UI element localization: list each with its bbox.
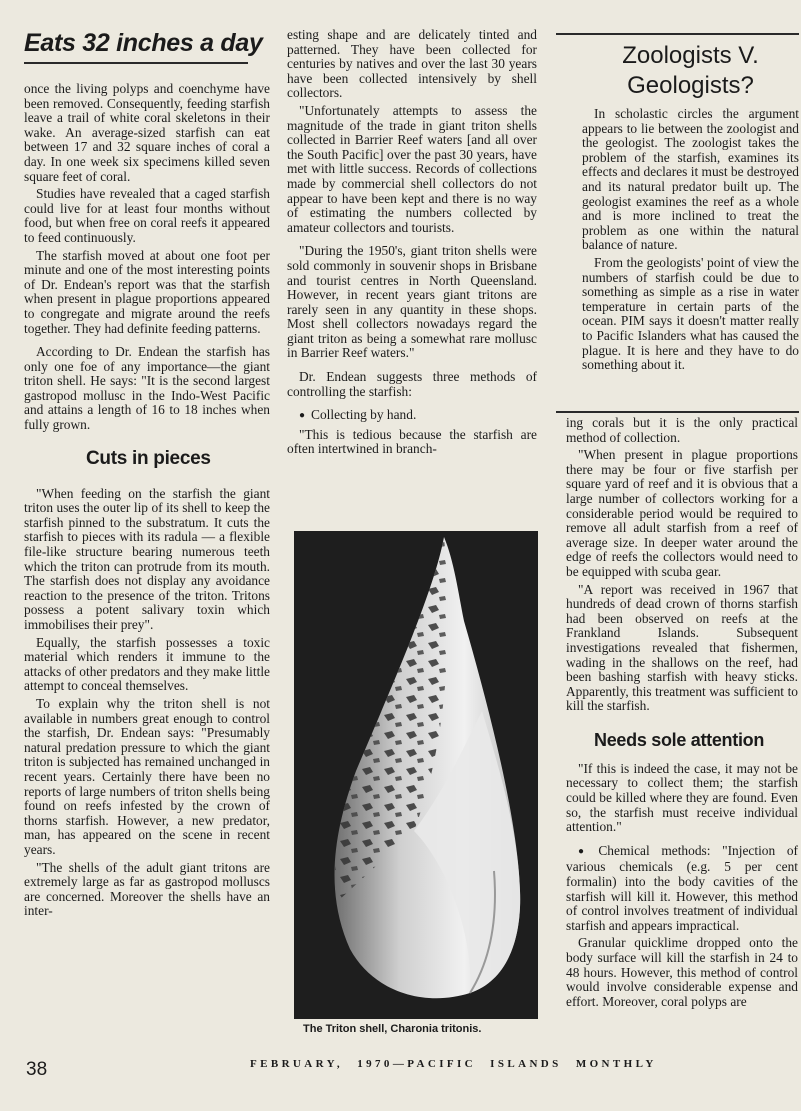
- column-3: [566, 416, 798, 1012]
- page-number: 38: [26, 1059, 48, 1080]
- paragraph: "A report was received in 1967 that hundreds of dead crown of thorns starfish had been observed on reefs at the Frankland Islands. Subsequent investigations revealed that fishermen, wading in the shallows on the reef, had been bashing starfish with heavy sticks. Apparently, this treatment was sufficient to kill the starfish.: [566, 581, 798, 714]
- paragraph: Dr. Endean suggests three methods of controlling the starfish:: [287, 369, 537, 399]
- paragraph: Granular quicklime dropped onto the body surface will kill the starfish in 24 to 48 hours. However, this method of control would involve considerable expense and effort. Moreover, coral polyps are: [566, 935, 798, 1009]
- box-bottom-rule: [556, 411, 799, 413]
- box-title: [582, 41, 799, 101]
- paragraph: "If this is indeed the case, it may not be necessary to collect them; the starfish could be killed where they are found. Even so, the starfish must receive individual attention.": [566, 760, 798, 835]
- bullet-item: ● Chemical methods: "Injection of various chemicals (e.g. 5 per cent formalin) into the body cavities of the starfish will kill it. However, this method of control involves treatment of individual starfish and appears impractical.: [566, 844, 798, 934]
- paragraph: "Unfortunately attempts to assess the magnitude of the trade in giant triton shells collected in Barrier Reef waters [and all over the South Pacific] over the past 30 years, have met with little success. Records of collections made by commercial shell collectors do not appear to have been kept and there is no way of estimating the numbers collected by amateur collectors and tourists.: [287, 102, 537, 235]
- paragraph: In scholastic circles the argument appears to lie between the zoologist and the geologist. The zoologist takes the problem of the starfish, examines its effects and declares it must be destroyed and its natural predator built up. The geologist examines the reef as a whole and is more inclined to treat the problem as one within the natural balance of nature.: [582, 106, 799, 253]
- paragraph: According to Dr. Endean the starfish has only one foe of any importance—the giant triton shell. He says: "It is the second largest gastropod mollusc in the Indo-West Pacific and attains a length of 16 to 18 inches when fully grown.: [24, 344, 270, 433]
- running-footer: FEBRUARY, 1970—PACIFIC ISLANDS MONTHLY: [250, 1058, 657, 1070]
- sidebar-box: [556, 33, 799, 413]
- triton-shell-icon: [294, 531, 538, 1019]
- paragraph: "The shells of the adult giant tritons are extremely large as far as gastropod molluscs are concerned. Moreover the shells have an inter-: [24, 859, 270, 919]
- column-2: [287, 28, 537, 460]
- paragraph: "When feeding on the starfish the giant triton uses the outer lip of its shell to keep the starfish pinned to the substratum. It cuts the starfish to pieces with its radula — a flexible file-like structure bearing numerous teeth which the triton can protrude from its mouth. The starfish does not display any avoidance reaction to the presence of the triton. Tritons possess a potent salivary toxin which immobilises their prey".: [24, 485, 270, 632]
- paragraph: ing corals but it is the only practical method of collection.: [566, 415, 798, 445]
- subheading-needs-sole-attention: Needs sole attention: [594, 729, 765, 750]
- paragraph: Equally, the starfish possesses a toxic material which renders it immune to the attacks of other predators and they make little attempt to conceal themselves.: [24, 634, 270, 694]
- column-1: [24, 28, 270, 922]
- paragraph: esting shape and are delicately tinted and patterned. They have been collected for centuries by natives and over the last 30 years have been collected intensively by shell collectors.: [287, 27, 537, 101]
- title-rule: [24, 62, 248, 64]
- subheading-cuts-in-pieces: Cuts in pieces: [86, 447, 211, 469]
- box-title-line-1: Zoologists V.: [622, 42, 759, 69]
- box-title-line-2: Geologists?: [627, 72, 754, 99]
- paragraph: once the living polyps and coenchyme have been removed. Consequently, feeding starfish leave a trail of white coral skeletons in their wake. An average-sized starfish can eat between 17 and 32 square inches of coral a day. In one week six specimens killed seven square feet of coral.: [24, 81, 270, 184]
- paragraph: To explain why the triton shell is not available in numbers great enough to control the starfish, Dr. Endean says: "Presumably natural predation pressure to which the giant triton is subjected has remained unchanged in recent years. Certainly there have been no reports of large numbers of triton shells being found on reefs infested by the crown of thorns starfish. However, a new predator, man, has appeared on the scene in recent years.: [24, 695, 270, 857]
- paragraph: "During the 1950's, giant triton shells were sold commonly in souvenir shops in Brisbane and tourist centres in North Queensland. However, in recent years giant tritons are rarely seen in any quantity in these shops. Most shell collectors nowadays regard the giant triton as being a somewhat rare mollusc in Barrier Reef waters.": [287, 243, 537, 361]
- triton-shell-photo: [294, 531, 538, 1019]
- bullet-item: ● Collecting by hand.: [287, 408, 537, 425]
- paragraph: From the geologists' point of view the numbers of starfish could be due to something as simple as a rise in water temperature in certain parts of the ocean. PIM says it doesn't matter really to Pacific Islanders what has caused the plague. It is here and they have to do something about it.: [582, 254, 799, 373]
- paragraph: Studies have revealed that a caged starfish could live for at least four months without food, but when free on coral reefs it appeared to feed continuously.: [24, 186, 270, 245]
- paragraph: The starfish moved at about one foot per minute and one of the most interesting points of Dr. Endean's report was that the starfish when present in plague proportions appeared to congregate and migrate around the reefs together. They had definite feeding patterns.: [24, 247, 270, 336]
- article-title: Eats 32 inches a day: [24, 29, 263, 57]
- photo-caption: The Triton shell, Charonia tritonis.: [303, 1023, 482, 1035]
- paragraph: "This is tedious because the starfish are often intertwined in branch-: [287, 426, 537, 457]
- paragraph: "When present in plague proportions there may be four or five starfish per square yard of reef and it is obvious that a large number of collectors working for a considerable period would be required to remove all adult starfish from a reef of average size. In deeper water around the edge of reefs the collectors would need to be equipped with scuba gear.: [566, 447, 798, 579]
